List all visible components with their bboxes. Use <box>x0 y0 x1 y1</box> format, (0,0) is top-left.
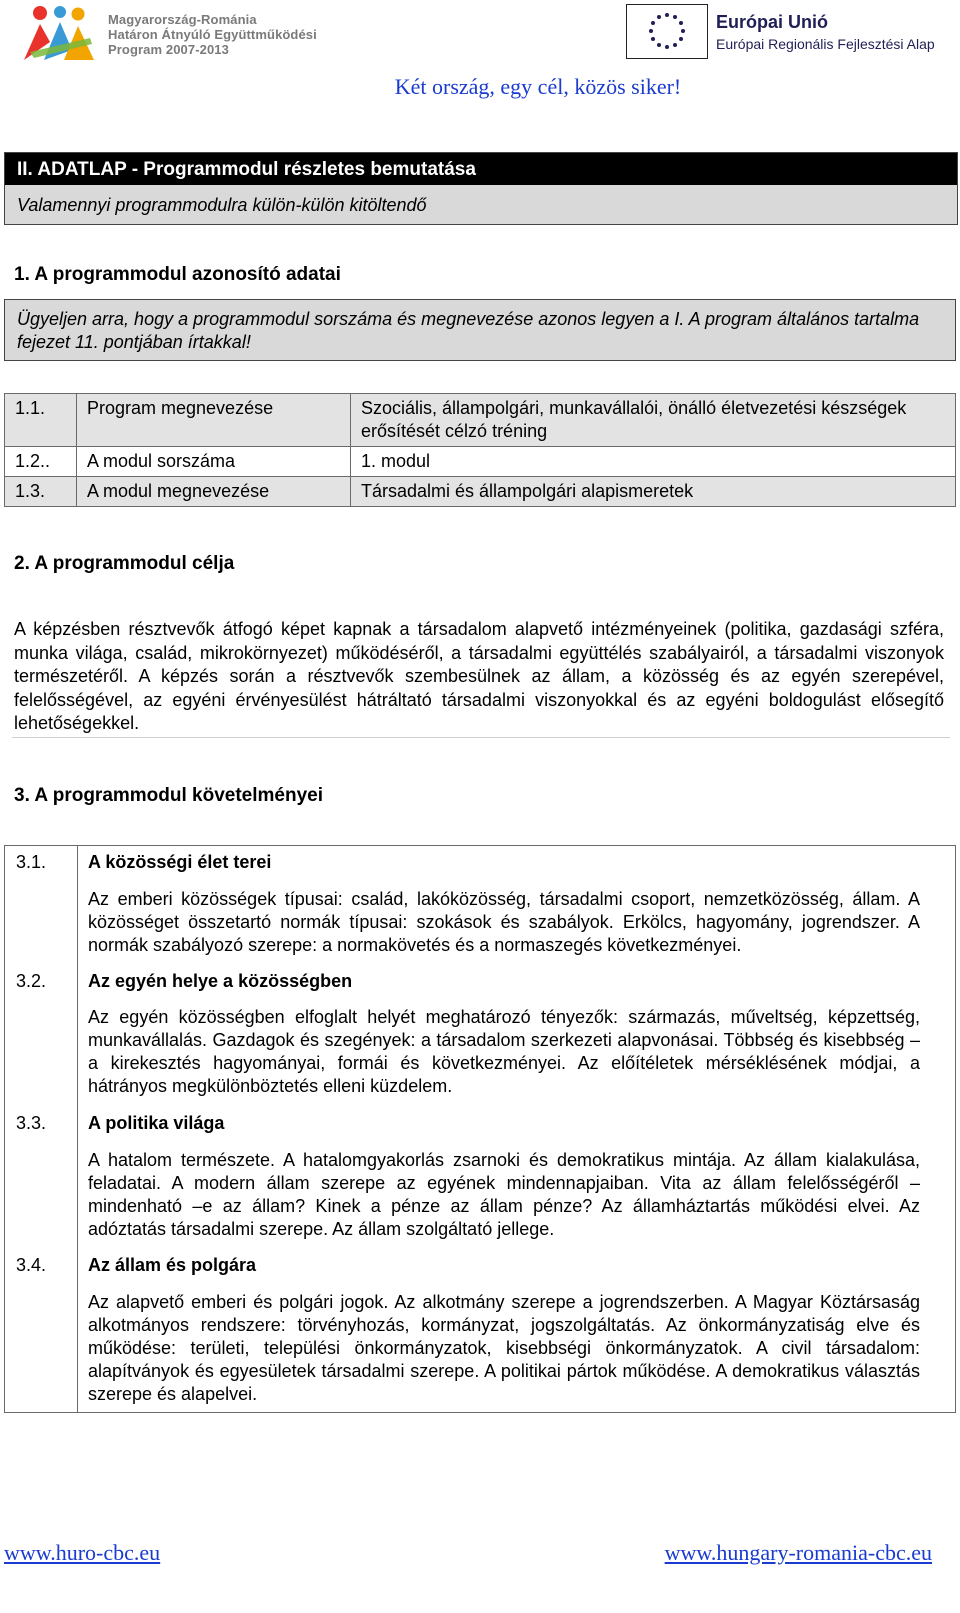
table-row <box>5 447 956 477</box>
row-label: Program megnevezése <box>77 394 351 447</box>
eu-flag-icon <box>626 4 708 59</box>
divider <box>12 737 950 738</box>
logo-text-line-2: Határon Átnyúló Együttműködési <box>108 27 317 42</box>
logo-text-line-3: Program 2007-2013 <box>108 42 229 57</box>
item-text: A hatalom természete. A hatalomgyakorlás zsarnoki és demokratikus mintája. Az állam kialakulása, feladatai. A modern állam szerepe az egyének mindennapjaiban. Vita az állam felelősségéről – mindenható –e az állam? Kinek a pénze az állam pénze? Az államháztartás működési elvei. Az adóztatás társadalmi szerepe. Az állam szolgáltató jellege. <box>88 1150 920 1239</box>
row-num: 1.1. <box>5 394 77 447</box>
item-num: 3.1. <box>16 852 47 872</box>
section1-heading: 1. A programmodul azonosító adatai <box>14 264 341 285</box>
eu-subtitle: Európai Regionális Fejlesztési Alap <box>716 36 935 52</box>
item-text: Az emberi közösségek típusai: család, lakóközösség, társadalmi csoport, nemzetközösség, állam. A közösséget összetartó normák típusai: szokások és szabályok. Erkölcs, hagyomány, jogrendszer. A normák szabályozó szerepe: a normakövetés és a normaszegés következményei. <box>88 889 920 955</box>
row-label: A modul megnevezése <box>77 477 351 507</box>
table-row <box>5 394 956 447</box>
program-logo <box>20 4 340 64</box>
row-value: Társadalmi és állampolgári alapismeretek <box>351 477 956 507</box>
page-title: II. ADATLAP - Programmodul részletes bemutatása <box>17 159 476 180</box>
row-value: Szociális, állampolgári, munkavállalói, önálló életvezetési készségek erősítését célzó tréning <box>351 394 956 447</box>
eu-logo <box>626 4 956 60</box>
datasheet-title-box <box>4 152 958 225</box>
item-text: Az egyén közösségben elfoglalt helyét meghatározó tényezők: származás, műveltség, képzettség, munkavállalás. Gazdagok és szegények: a társadalom szerkezeti alapvonásai. Többség és kisebbség – a kirekesztés hagyományai, formái és következményei. Az előítéletek mérséklésének módjai, a hátrányos megkülönböztetés elleni küzdelem. <box>88 1007 920 1096</box>
requirements-table <box>4 845 956 1413</box>
row-label: A modul sorszáma <box>77 447 351 477</box>
module-id-table <box>4 393 956 507</box>
page-subtitle: Valamennyi programmodulra külön-külön kitöltendő <box>17 195 427 215</box>
footer-link-right[interactable]: www.hungary-romania-cbc.eu <box>664 1540 932 1565</box>
item-num: 3.4. <box>16 1255 47 1275</box>
row-num: 1.2.. <box>5 447 77 477</box>
row-num: 1.3. <box>5 477 77 507</box>
column-divider <box>77 846 78 1412</box>
section1-note-text: Ügyeljen arra, hogy a programmodul sorszáma és megnevezése azonos legyen a I. A program általános tartalma fejezet 11. pontjában írtakkal! <box>17 309 920 352</box>
item-title: Az állam és polgára <box>88 1255 257 1275</box>
title-bar <box>5 153 957 185</box>
section3-heading: 3. A programmodul követelményei <box>14 785 324 806</box>
logo-text-line-1: Magyarország-Románia <box>108 12 257 27</box>
item-title: A közösségi élet terei <box>88 852 272 872</box>
footer-link-left[interactable]: www.huro-cbc.eu <box>4 1540 161 1565</box>
item-num: 3.3. <box>16 1113 47 1133</box>
row-value: 1. modul <box>351 447 956 477</box>
item-title: Az egyén helye a közösségben <box>88 971 353 991</box>
section2-text: A képzésben résztvevők átfogó képet kapnak a társadalom alapvető intézményeinek (politika, gazdasági szféra, munka világa, család, mikrokörnyezet) működéséről, a társadalmi együttélés szabályairól, a társadalmi viszonyok természetéről. A képzés során a résztvevők szembesülnek az állam, a közösség és az egyén szerepével, felelősségével, az egyéni érvényesülést hátráltató társadalmi viszonyokkal és az egyéni boldogulást elősegítő lehetőségekkel. <box>14 619 944 733</box>
eu-title: Európai Unió <box>716 12 828 32</box>
section2-heading: 2. A programmodul célja <box>14 553 235 574</box>
item-title: A politika világa <box>88 1113 225 1133</box>
item-num: 3.2. <box>16 971 47 991</box>
slogan: Két ország, egy cél, közös siker! <box>394 74 682 99</box>
item-text: Az alapvető emberi és polgári jogok. Az alkotmány szerepe a jogrendszerben. A Magyar Köztársaság alkotmányos rendszere: törvényhozás, kormányzat, jogszolgáltatás. Az önkormányzatiság elve és működése: területi, települési önkormányzatok, kisebbségi önkormányzatok. A civil társadalom: alapítványok és egyesületek társadalmi szerepe. A politikai pártok működése. A demokratikus választás szerepe és alapelvei. <box>88 1292 920 1404</box>
program-logo-icon <box>20 4 102 64</box>
section1-note <box>4 299 956 361</box>
table-row <box>5 477 956 507</box>
